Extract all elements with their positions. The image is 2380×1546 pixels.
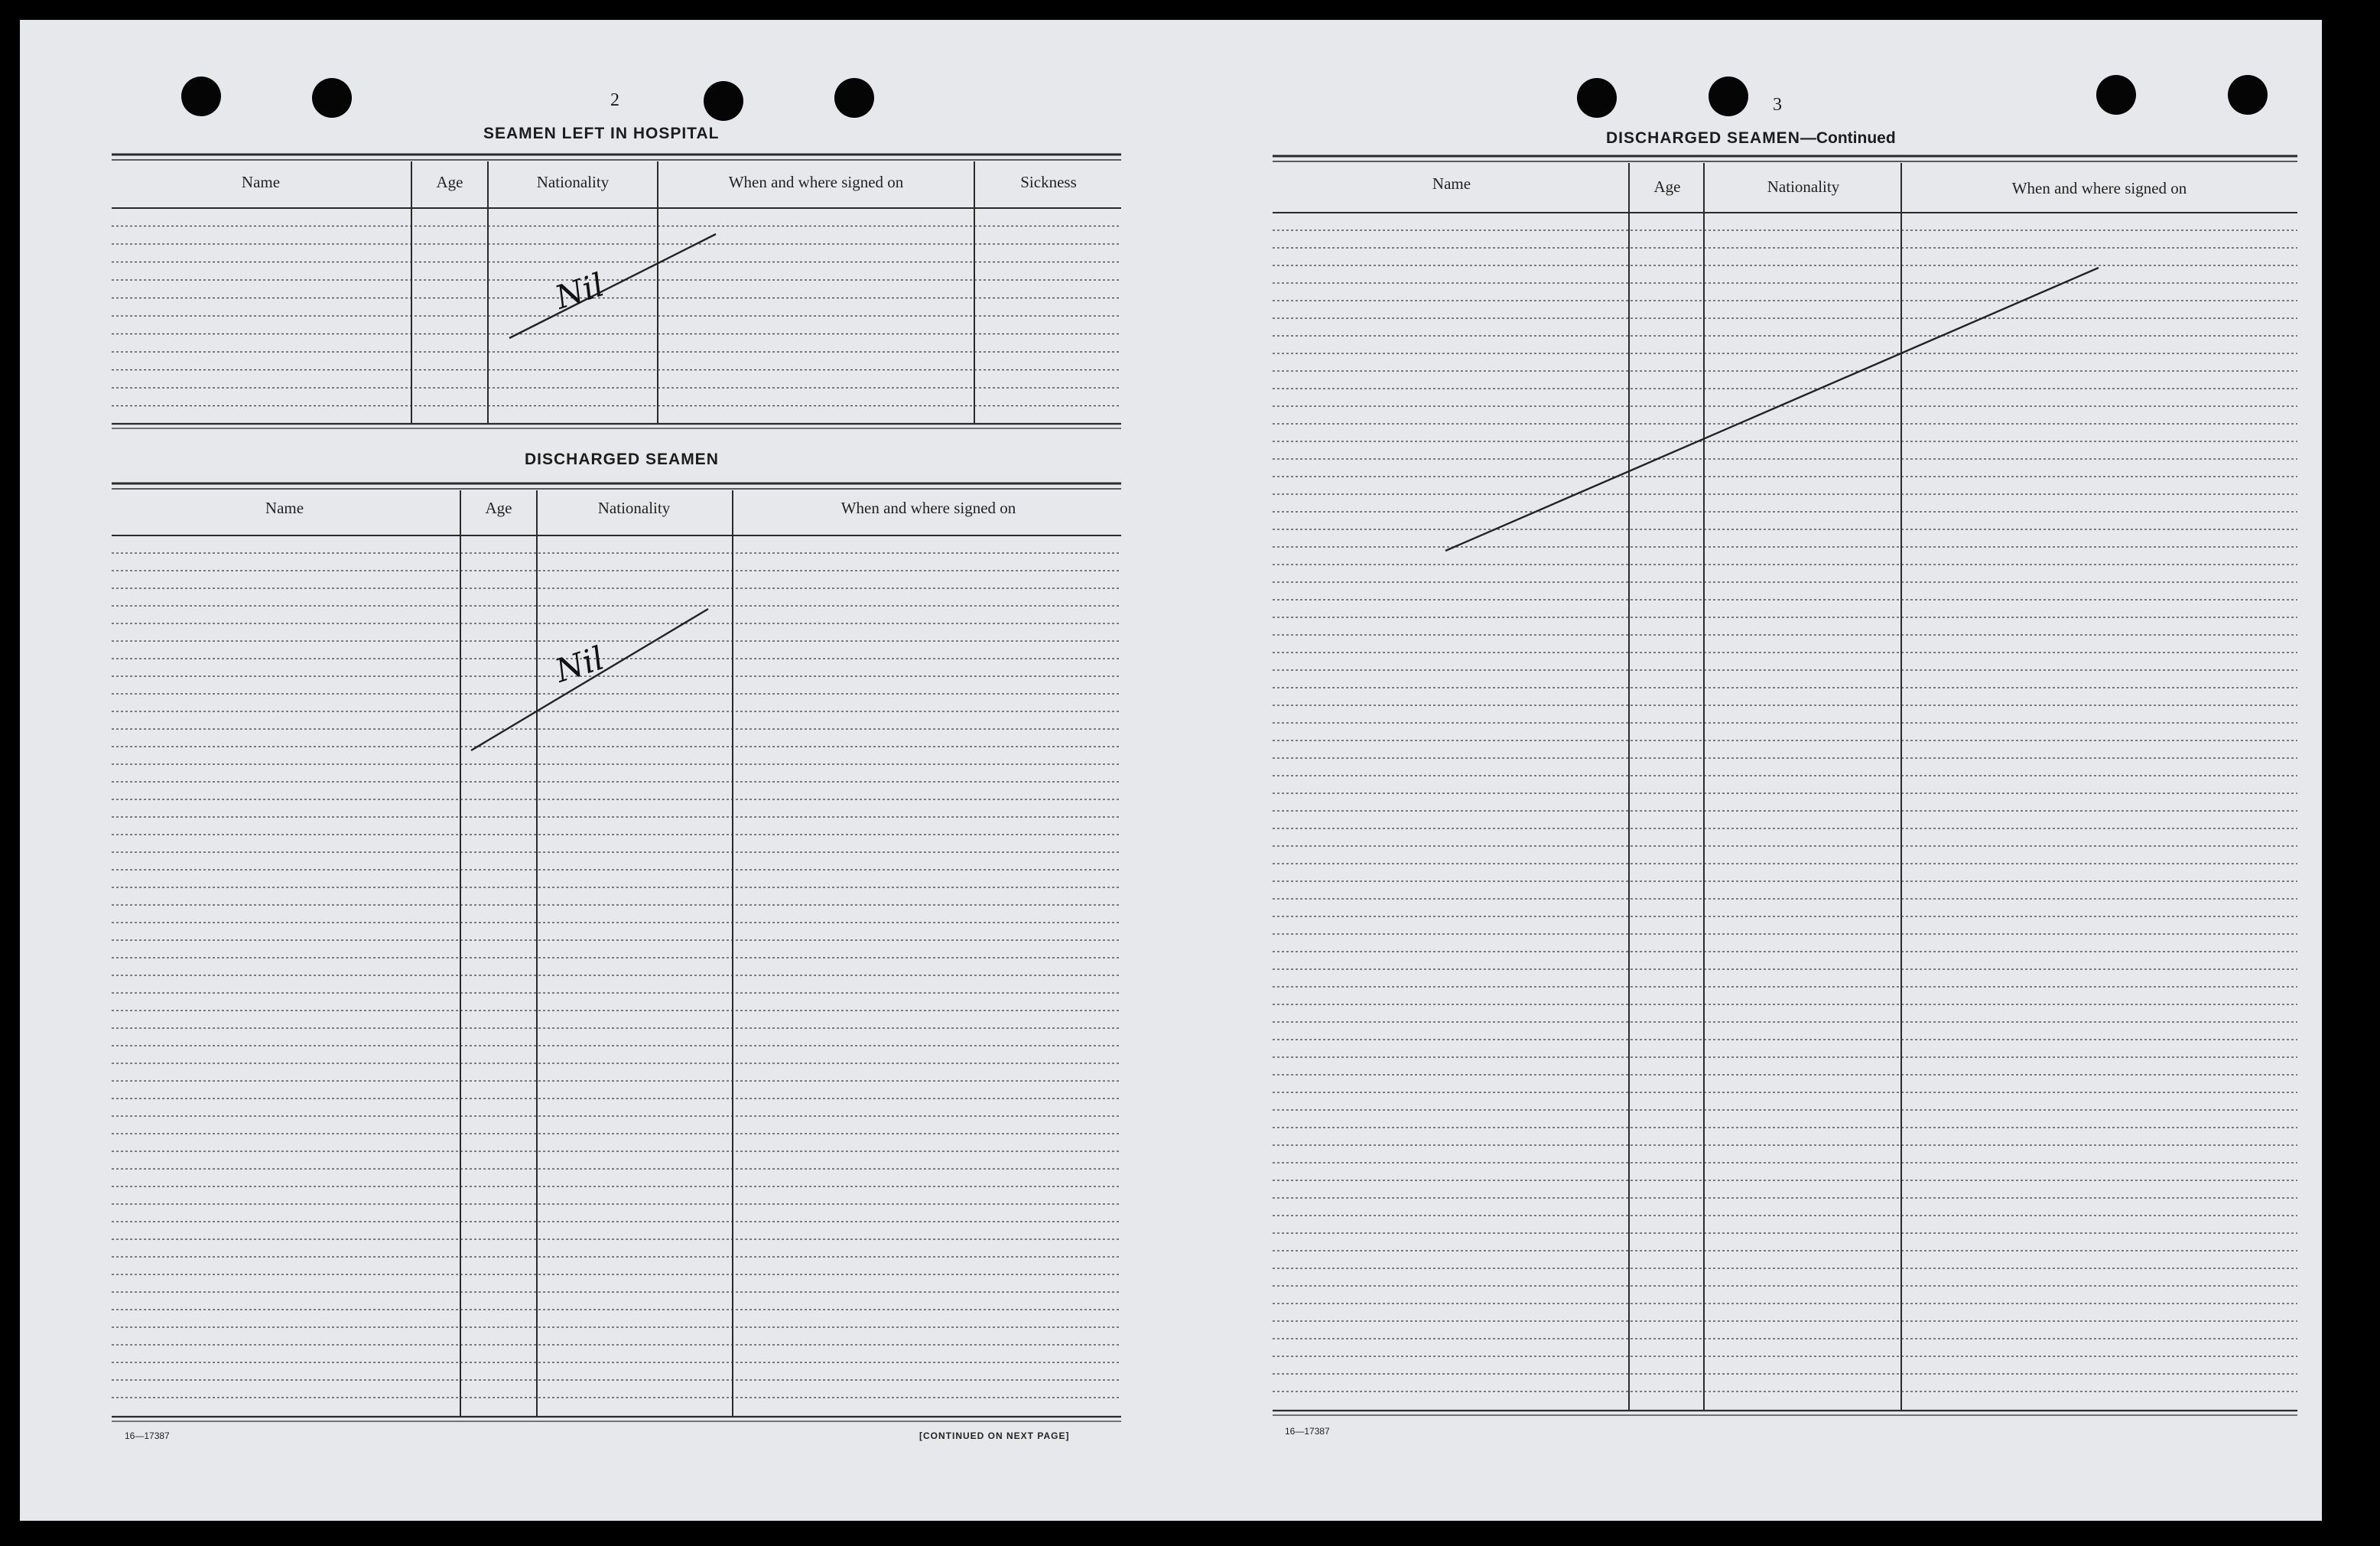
ruled-grid [20,20,2322,1521]
discharged-col-name: Name [265,499,304,517]
continued-note: [CONTINUED ON NEXT PAGE] [919,1430,1070,1441]
form-number: 16—17387 [125,1430,170,1441]
page-number: 2 [610,90,619,110]
discharged-continued-title-main: DISCHARGED SEAMEN [1606,129,1800,147]
discharged-col-signed-on: When and where signed on [840,499,1016,517]
hospital-col-sickness: Sickness [1020,173,1077,191]
hospital-col-name: Name [241,173,281,191]
form-number: 16—17387 [1285,1426,1330,1437]
discharged-nil-entry: Nil [550,639,609,690]
strike-stroke [1445,268,2099,551]
hospital-nil-entry: Nil [550,265,609,317]
discharged-col-nationality: Nationality [597,499,671,517]
manifest-sheet [20,20,2322,1521]
strike-stroke [509,234,716,338]
hospital-col-signed-on: When and where signed on [728,173,904,191]
continued-col-age: Age [1653,177,1681,196]
discharged-section-title: DISCHARGED SEAMEN [525,451,719,468]
continued-suffix: —Continued [1800,129,1896,147]
discharged-continued-title [1606,129,1896,148]
continued-col-name: Name [1432,174,1471,193]
hospital-col-age: Age [436,173,463,191]
continued-col-nationality: Nationality [1767,177,1840,196]
discharged-col-age: Age [485,499,512,517]
hospital-col-nationality: Nationality [536,173,610,191]
page-number: 3 [1773,95,1782,115]
continued-col-signed-on: When and where signed on [2011,179,2187,197]
hospital-section-title: SEAMEN LEFT IN HOSPITAL [483,125,720,142]
